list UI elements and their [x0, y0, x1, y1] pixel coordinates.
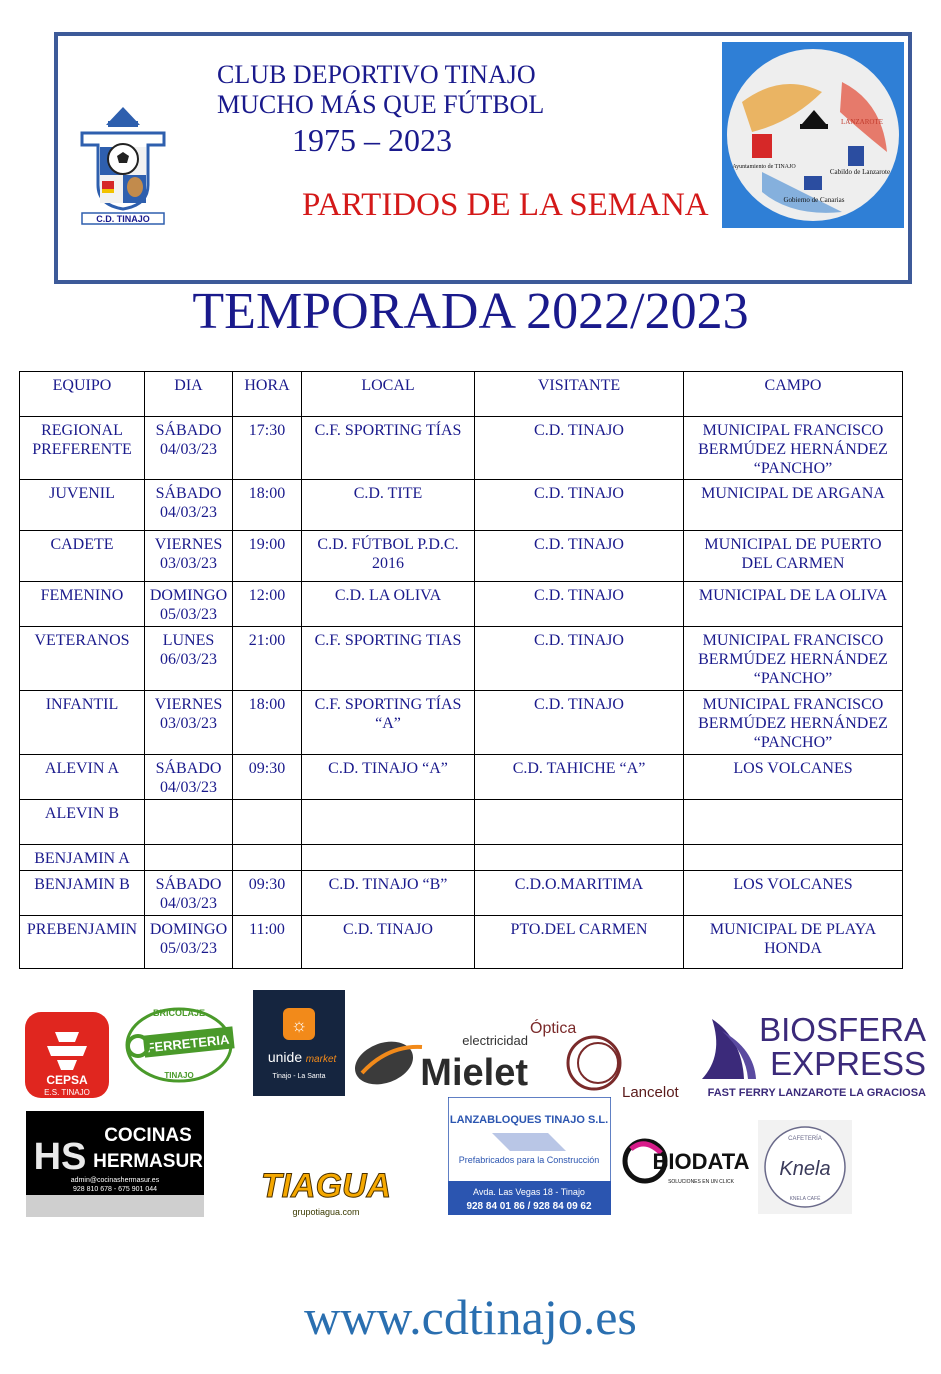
cell-campo: MUNICIPAL DE ARGANA	[684, 480, 903, 531]
ferreteria-name: FERRETERIA	[145, 1031, 230, 1056]
table-row	[20, 480, 903, 531]
biodata-sub: SOLUCIONES EN UN CLICK	[668, 1179, 734, 1185]
cell-local: C.D. TINAJO “A”	[302, 755, 475, 800]
cell-visitante: C.D.O.MARITIMA	[475, 871, 684, 916]
cell-dia	[145, 845, 233, 871]
unide-script: market	[305, 1054, 337, 1065]
knela-name: Knela	[779, 1158, 831, 1180]
cell-campo: MUNICIPAL DE PUERTO DEL CARMEN	[684, 531, 903, 582]
cell-campo: MUNICIPAL FRANCISCO BERMÚDEZ HERNÁNDEZ “PANCHO”	[684, 627, 903, 691]
season-title: TEMPORADA 2022/2023	[192, 283, 749, 340]
cell-hora	[233, 845, 302, 871]
sponsored-ball-image	[722, 42, 904, 228]
table-row	[20, 755, 903, 800]
cell-visitante	[475, 800, 684, 845]
cell-campo: MUNICIPAL FRANCISCO BERMÚDEZ HERNÁNDEZ “PANCHO”	[684, 417, 903, 480]
cell-dia: SÁBADO 04/03/23	[145, 480, 233, 531]
table-row	[20, 627, 903, 691]
cell-equipo: PREBENJAMIN	[20, 916, 145, 969]
club-crest-text: C.D. TINAJO	[96, 214, 150, 224]
cell-hora: 11:00	[233, 916, 302, 969]
optica-lancelot-logo	[528, 1015, 696, 1103]
cell-campo: LOS VOLCANES	[684, 871, 903, 916]
unide-market-logo	[253, 990, 345, 1096]
column-header-dia: DIA	[145, 372, 233, 417]
ball-label-cabildo: Cabildo de Lanzarote	[829, 168, 891, 176]
cocinas-hermasur-logo	[26, 1111, 204, 1217]
cell-equipo: FEMENINO	[20, 582, 145, 627]
cell-campo: MUNICIPAL FRANCISCO BERMÚDEZ HERNÁNDEZ “PANCHO”	[684, 691, 903, 755]
cell-dia: VIERNES 03/03/23	[145, 691, 233, 755]
biosfera-line2: EXPRESS	[770, 1045, 926, 1082]
cell-campo: LOS VOLCANES	[684, 755, 903, 800]
cell-local: C.D. FÚTBOL P.D.C. 2016	[302, 531, 475, 582]
ball-label-ayuntamiento: Ayuntamiento de TINAJO	[732, 164, 796, 170]
mielet-name: Mielet	[420, 1052, 528, 1093]
cell-visitante: C.D. TINAJO	[475, 691, 684, 755]
cepsa-sub: E.S. TINAJO	[44, 1088, 90, 1097]
lanzabloques-name: LANZABLOQUES TINAJO S.L.	[449, 1114, 609, 1126]
unide-name: unide	[267, 1049, 303, 1065]
ball-label-lanzarote: LANZAROTE	[841, 118, 883, 126]
cell-dia: SÁBADO 04/03/23	[145, 417, 233, 480]
unide-sub: Tinajo - La Santa	[272, 1073, 326, 1080]
cell-hora: 09:30	[233, 755, 302, 800]
cell-hora	[233, 800, 302, 845]
club-crest-logo	[78, 105, 168, 225]
cell-local: C.F. SPORTING TÍAS “A”	[302, 691, 475, 755]
cell-campo: MUNICIPAL DE LA OLIVA	[684, 582, 903, 627]
mielet-logo	[348, 1025, 533, 1093]
cell-visitante: C.D. TAHICHE “A”	[475, 755, 684, 800]
cell-visitante: C.D. TINAJO	[475, 627, 684, 691]
cell-visitante: C.D. TINAJO	[475, 582, 684, 627]
cell-hora: 18:00	[233, 480, 302, 531]
table-row	[20, 845, 903, 871]
cepsa-name: CEPSA	[46, 1073, 88, 1087]
ferreteria-logo	[120, 1000, 238, 1084]
table-row	[20, 531, 903, 582]
cell-campo	[684, 800, 903, 845]
knela-cafe-logo	[758, 1120, 852, 1214]
cell-equipo: CADETE	[20, 531, 145, 582]
optica-name: Óptica	[530, 1020, 577, 1037]
cell-campo	[684, 845, 903, 871]
biosfera-tagline: FAST FERRY LANZAROTE LA GRACIOSA	[707, 1087, 926, 1099]
cell-dia: SÁBADO 04/03/23	[145, 755, 233, 800]
table-row	[20, 871, 903, 916]
cell-equipo: BENJAMIN B	[20, 871, 145, 916]
hermasur-initials: HS	[33, 1136, 87, 1178]
table-row	[20, 800, 903, 845]
cell-visitante: PTO.DEL CARMEN	[475, 916, 684, 969]
cell-hora: 18:00	[233, 691, 302, 755]
cell-dia: SÁBADO 04/03/23	[145, 871, 233, 916]
cell-equipo: JUVENIL	[20, 480, 145, 531]
club-motto: MUCHO MÁS QUE FÚTBOL	[217, 90, 545, 119]
knela-top: CAFETERÍA	[788, 1136, 822, 1142]
table-row	[20, 691, 903, 755]
week-matches-title: PARTIDOS DE LA SEMANA	[302, 187, 709, 223]
club-years: 1975 – 2023	[292, 122, 452, 158]
hermasur-email: admin@cocinashermasur.es	[70, 1177, 160, 1184]
cell-local: C.D. TITE	[302, 480, 475, 531]
cell-hora: 12:00	[233, 582, 302, 627]
cell-visitante: C.D. TINAJO	[475, 480, 684, 531]
table-header-row	[20, 372, 903, 417]
cell-equipo: ALEVIN A	[20, 755, 145, 800]
cell-equipo: ALEVIN B	[20, 800, 145, 845]
knela-bottom: KNELA CAFÉ	[789, 1196, 821, 1202]
biosfera-express-logo	[694, 1009, 930, 1101]
tiagua-url: grupotiagua.com	[292, 1207, 360, 1217]
hermasur-line2: HERMASUR	[93, 1151, 203, 1172]
optica-brand: Lancelot	[622, 1084, 679, 1101]
cepsa-logo	[25, 1012, 109, 1098]
cell-dia: DOMINGO 05/03/23	[145, 582, 233, 627]
column-header-campo: CAMPO	[684, 372, 903, 417]
cell-visitante: C.D. TINAJO	[475, 531, 684, 582]
mielet-sub: electricidad	[462, 1033, 528, 1048]
cell-visitante: C.D. TINAJO	[475, 417, 684, 480]
cell-local: C.D. TINAJO “B”	[302, 871, 475, 916]
hermasur-line1: COCINAS	[104, 1125, 192, 1146]
matches-table	[19, 371, 903, 969]
cell-hora: 17:30	[233, 417, 302, 480]
tiagua-logo	[204, 1165, 448, 1221]
cell-equipo: REGIONAL PREFERENTE	[20, 417, 145, 480]
cell-equipo: VETERANOS	[20, 627, 145, 691]
ferreteria-top: BRICOLAJE	[152, 1008, 206, 1018]
unide-sun-icon: ☼	[290, 1015, 308, 1035]
sponsors-area	[0, 985, 941, 1225]
column-header-hora: HORA	[233, 372, 302, 417]
cell-dia: DOMINGO 05/03/23	[145, 916, 233, 969]
table-row	[20, 916, 903, 969]
cell-dia: LUNES 06/03/23	[145, 627, 233, 691]
hermasur-phone: 928 810 678 - 675 901 044	[72, 1186, 158, 1193]
cell-hora: 21:00	[233, 627, 302, 691]
ferreteria-bottom: TINAJO	[164, 1071, 194, 1080]
cell-local: C.F. SPORTING TÍAS	[302, 417, 475, 480]
table-row	[20, 417, 903, 480]
club-name: CLUB DEPORTIVO TINAJO	[217, 60, 536, 89]
cell-dia	[145, 800, 233, 845]
cell-local	[302, 845, 475, 871]
ball-label-gobierno: Gobierno de Canarias	[783, 196, 845, 204]
table-row	[20, 582, 903, 627]
lanzabloques-sub: Prefabricados para la Construcción	[458, 1155, 600, 1165]
column-header-visitante: VISITANTE	[475, 372, 684, 417]
cell-equipo: INFANTIL	[20, 691, 145, 755]
cell-hora: 19:00	[233, 531, 302, 582]
cell-equipo: BENJAMIN A	[20, 845, 145, 871]
column-header-equipo: EQUIPO	[20, 372, 145, 417]
cell-hora: 09:30	[233, 871, 302, 916]
cell-local: C.F. SPORTING TIAS	[302, 627, 475, 691]
biodata-name: BIODATA	[652, 1149, 750, 1174]
website-link[interactable]: www.cdtinajo.es	[304, 1289, 637, 1345]
cell-visitante	[475, 845, 684, 871]
column-header-local: LOCAL	[302, 372, 475, 417]
cell-local	[302, 800, 475, 845]
biodata-logo	[621, 1131, 751, 1191]
cell-local: C.D. LA OLIVA	[302, 582, 475, 627]
lanzabloques-logo	[448, 1097, 611, 1215]
lanzabloques-phones: 928 84 01 86 / 928 84 09 62	[466, 1201, 592, 1212]
lanzabloques-address: Avda. Las Vegas 18 - Tinajo	[473, 1187, 585, 1197]
cell-dia: VIERNES 03/03/23	[145, 531, 233, 582]
cell-campo: MUNICIPAL DE PLAYA HONDA	[684, 916, 903, 969]
cell-local: C.D. TINAJO	[302, 916, 475, 969]
tiagua-name: TIAGUA	[260, 1167, 392, 1205]
biosfera-line1: BIOSFERA	[759, 1011, 926, 1048]
